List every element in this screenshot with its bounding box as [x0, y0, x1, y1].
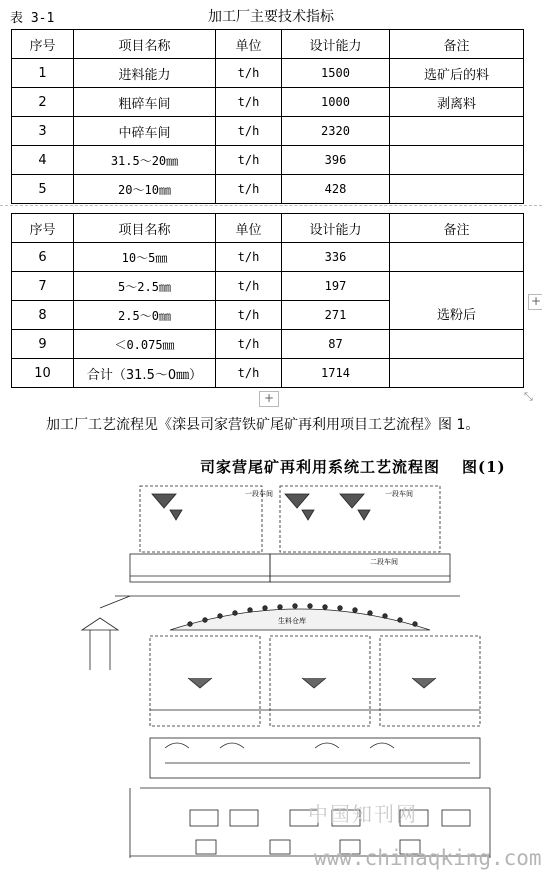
header-cell[interactable]: 设计能力	[282, 30, 390, 59]
table-row	[12, 117, 524, 146]
header-cell[interactable]: 序号	[12, 30, 74, 59]
cell-capacity[interactable]: 1500	[282, 59, 390, 88]
table-row	[12, 175, 524, 204]
cell-note[interactable]: 选矿后的料	[390, 59, 524, 88]
cell-no[interactable]: 6	[12, 243, 74, 272]
table-row	[12, 272, 524, 301]
table-caption	[0, 4, 542, 26]
cell-note[interactable]	[390, 146, 524, 175]
cell-name[interactable]: 20～10㎜	[74, 175, 216, 204]
watermark-url: www.chinaqking.com	[314, 846, 542, 870]
cell-unit[interactable]: t/h	[216, 175, 282, 204]
header-cell[interactable]: 单位	[216, 30, 282, 59]
cell-name[interactable]: ＜0.075㎜	[74, 330, 216, 359]
spec-table-2[interactable]	[11, 213, 524, 388]
table-row	[12, 330, 524, 359]
body-paragraph: 加工厂工艺流程见《滦县司家营铁矿尾矿再利用项目工艺流程》图 1。	[46, 417, 480, 433]
cell-capacity[interactable]: 1714	[282, 359, 390, 388]
page-break-divider	[0, 205, 542, 206]
cell-unit[interactable]: t/h	[216, 330, 282, 359]
cell-name[interactable]: 中碎车间	[74, 117, 216, 146]
cell-unit[interactable]: t/h	[216, 117, 282, 146]
table-row	[12, 59, 524, 88]
header-cell[interactable]: 项目名称	[74, 30, 216, 59]
header-cell[interactable]: 序号	[12, 214, 74, 243]
header-cell[interactable]: 备注	[390, 30, 524, 59]
cell-no[interactable]: 2	[12, 88, 74, 117]
cell-note-merged[interactable]: 选粉后	[390, 272, 524, 330]
cell-name[interactable]: 进料能力	[74, 59, 216, 88]
cell-no[interactable]: 1	[12, 59, 74, 88]
cell-no[interactable]: 7	[12, 272, 74, 301]
header-cell[interactable]: 项目名称	[74, 214, 216, 243]
table-row	[12, 243, 524, 272]
cell-unit[interactable]: t/h	[216, 243, 282, 272]
figure-title-text: 司家营尾矿再利用系统工艺流程图	[200, 458, 441, 476]
table-title: 加工厂主要技术指标	[208, 9, 334, 25]
cell-unit[interactable]: t/h	[216, 272, 282, 301]
cell-unit[interactable]: t/h	[216, 359, 282, 388]
stage2-box-right	[270, 554, 450, 582]
table-number: 表 3-1	[10, 11, 55, 26]
cell-no[interactable]: 5	[12, 175, 74, 204]
table-resize-handle[interactable]: ⤡	[524, 390, 533, 403]
cell-unit[interactable]: t/h	[216, 301, 282, 330]
process-flow-figure	[70, 448, 542, 870]
cell-capacity[interactable]: 1000	[282, 88, 390, 117]
header-cell[interactable]: 单位	[216, 214, 282, 243]
add-row-button[interactable]: +	[259, 391, 279, 407]
table-header-row	[12, 30, 524, 59]
table-row	[12, 88, 524, 117]
cell-no[interactable]: 4	[12, 146, 74, 175]
cell-no[interactable]: 9	[12, 330, 74, 359]
cell-capacity[interactable]: 271	[282, 301, 390, 330]
figure-title	[200, 456, 506, 477]
cell-name[interactable]: 31.5～20㎜	[74, 146, 216, 175]
cell-note[interactable]	[390, 175, 524, 204]
cell-note[interactable]	[390, 243, 524, 272]
watermark-cn: 中国知刊网	[308, 802, 418, 826]
cell-unit[interactable]: t/h	[216, 88, 282, 117]
cell-name[interactable]: 2.5～0㎜	[74, 301, 216, 330]
add-column-button[interactable]: +	[528, 294, 542, 310]
stage2-label: 二段车间	[370, 558, 398, 566]
spec-table-1[interactable]	[11, 29, 524, 204]
cell-name[interactable]: 5～2.5㎜	[74, 272, 216, 301]
cell-capacity[interactable]: 428	[282, 175, 390, 204]
flow-diagram	[70, 448, 542, 870]
cell-capacity[interactable]: 197	[282, 272, 390, 301]
cell-note[interactable]: 剥离料	[390, 88, 524, 117]
header-cell[interactable]: 设计能力	[282, 214, 390, 243]
cell-capacity[interactable]: 336	[282, 243, 390, 272]
table-header-row	[12, 214, 524, 243]
table-row	[12, 146, 524, 175]
figure-number: 图(1)	[462, 458, 506, 476]
stage1-label: 一段车间	[245, 490, 273, 498]
cell-unit[interactable]: t/h	[216, 59, 282, 88]
cell-capacity[interactable]: 87	[282, 330, 390, 359]
stage2-box-left	[130, 554, 270, 582]
cell-no[interactable]: 3	[12, 117, 74, 146]
cell-no[interactable]: 8	[12, 301, 74, 330]
cell-note[interactable]	[390, 117, 524, 146]
stage1-label-right: 一段车间	[385, 490, 413, 498]
cell-note[interactable]	[390, 330, 524, 359]
cell-capacity[interactable]: 2320	[282, 117, 390, 146]
cell-note[interactable]	[390, 359, 524, 388]
cell-name[interactable]: 合计（31.5～0㎜）	[74, 359, 216, 388]
cell-name[interactable]: 粗碎车间	[74, 88, 216, 117]
storage-yard-label: 生料仓库	[278, 617, 306, 625]
cell-unit[interactable]: t/h	[216, 146, 282, 175]
table-row	[12, 359, 524, 388]
cell-capacity[interactable]: 396	[282, 146, 390, 175]
cell-name[interactable]: 10～5㎜	[74, 243, 216, 272]
cell-no[interactable]: 10	[12, 359, 74, 388]
header-cell[interactable]: 备注	[390, 214, 524, 243]
